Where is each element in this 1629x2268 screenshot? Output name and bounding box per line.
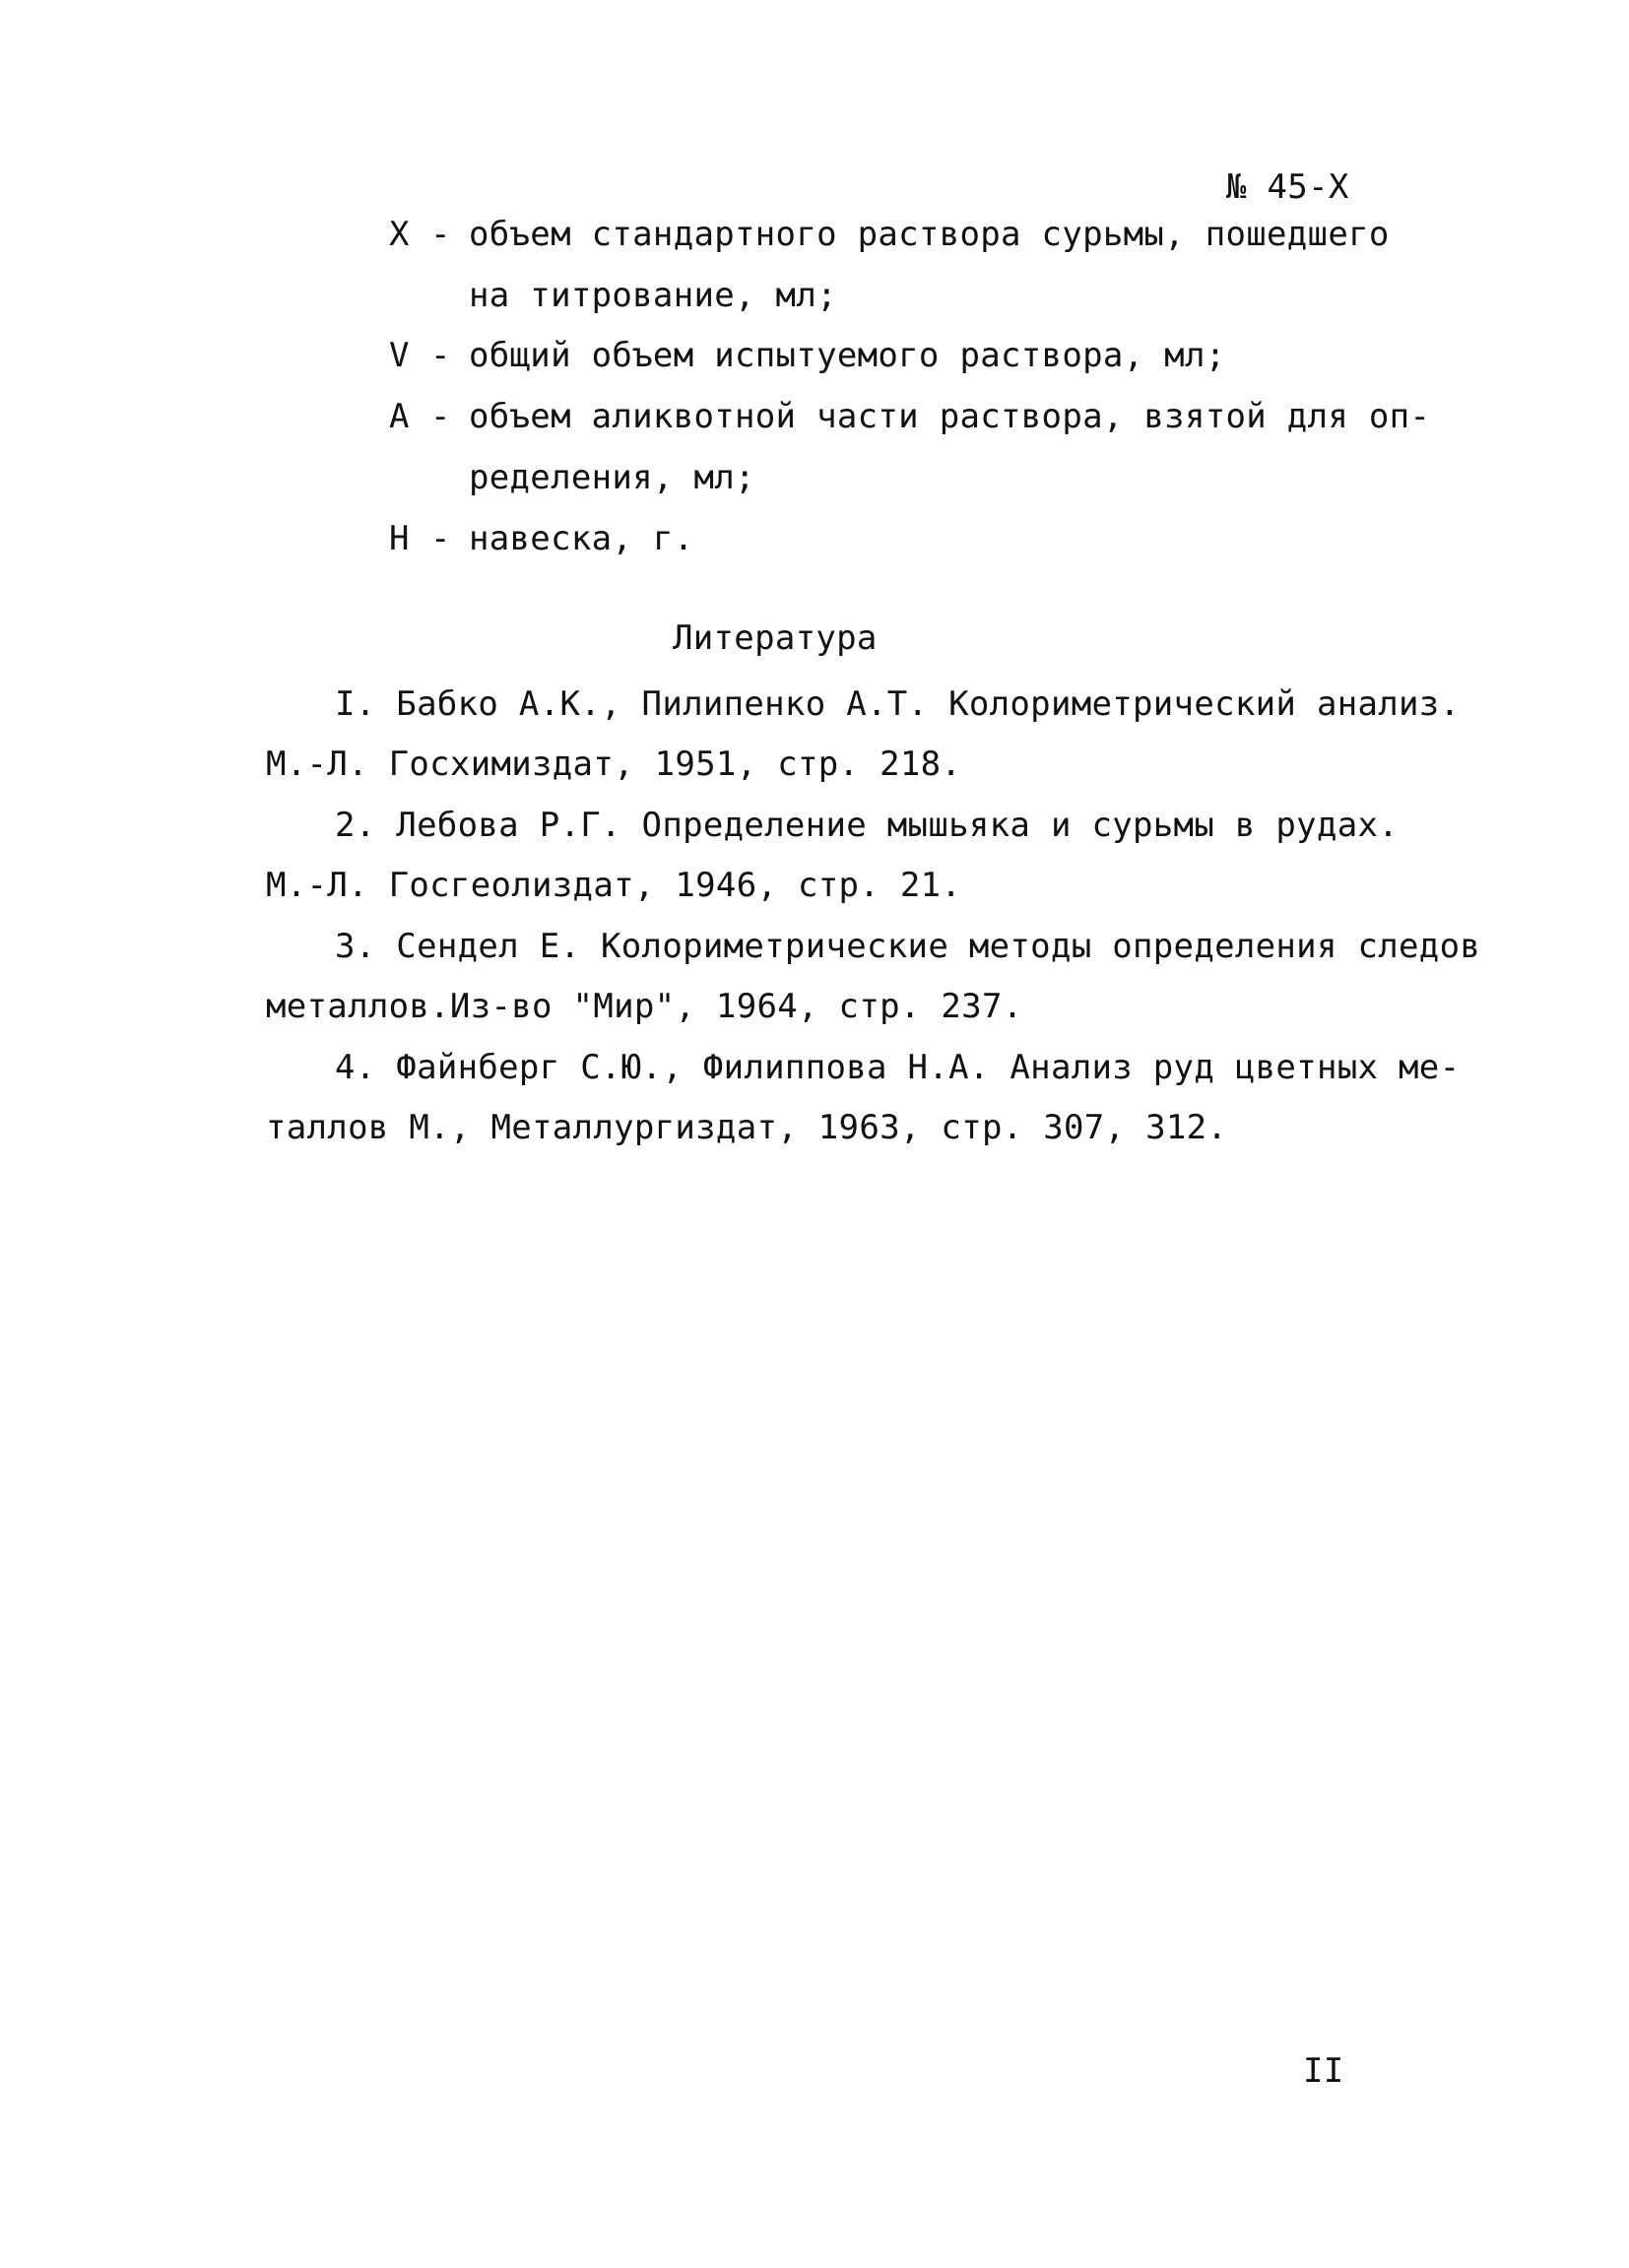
literature-item: I. Бабко А.К., Пилипенко А.Т. Колориметрический анализ. [335,684,1461,724]
document-number: № 45-Х [1226,167,1349,207]
variable-definition: общий объем испытуемого раствора, мл; [469,336,1226,375]
variable-dash: - [430,215,451,254]
literature-item-continuation: таллов М., Металлургиздат, 1963, стр. 307, 312. [266,1108,1228,1147]
literature-item: 2. Лебова Р.Г. Определение мышьяка и сурьмы в рудах. [335,806,1400,845]
variable-definition: навеска, г. [469,519,694,558]
literature-item: 4. Файнберг С.Ю., Филиппова Н.А. Анализ руд цветных ме- [335,1048,1461,1087]
page-number: II [1303,2051,1344,2091]
literature-item-continuation: М.-Л. Госхимиздат, 1951, стр. 218. [266,745,962,784]
variable-definition-continuation: на титрование, мл; [469,276,837,315]
literature-item: 3. Сендел Е. Колориметрические методы определения следов [335,927,1481,966]
variable-definition-continuation: ределения, мл; [469,458,755,497]
variable-symbol: А [389,397,410,436]
literature-item-continuation: М.-Л. Госгеолиздат, 1946, стр. 21. [266,866,962,905]
literature-item-continuation: металлов.Из-во "Мир", 1964, стр. 237. [266,987,1023,1026]
variable-symbol: V [389,336,410,375]
variable-definition: объем аликвотной части раствора, взятой для оп- [469,397,1431,436]
variable-symbol: Х [389,215,410,254]
variable-dash: - [430,519,451,558]
variable-definition: объем стандартного раствора сурьмы, пошедшего [469,215,1390,254]
variable-dash: - [430,336,451,375]
literature-heading: Литература [673,618,878,658]
variable-dash: - [430,397,451,436]
variable-symbol: Н [389,519,410,558]
